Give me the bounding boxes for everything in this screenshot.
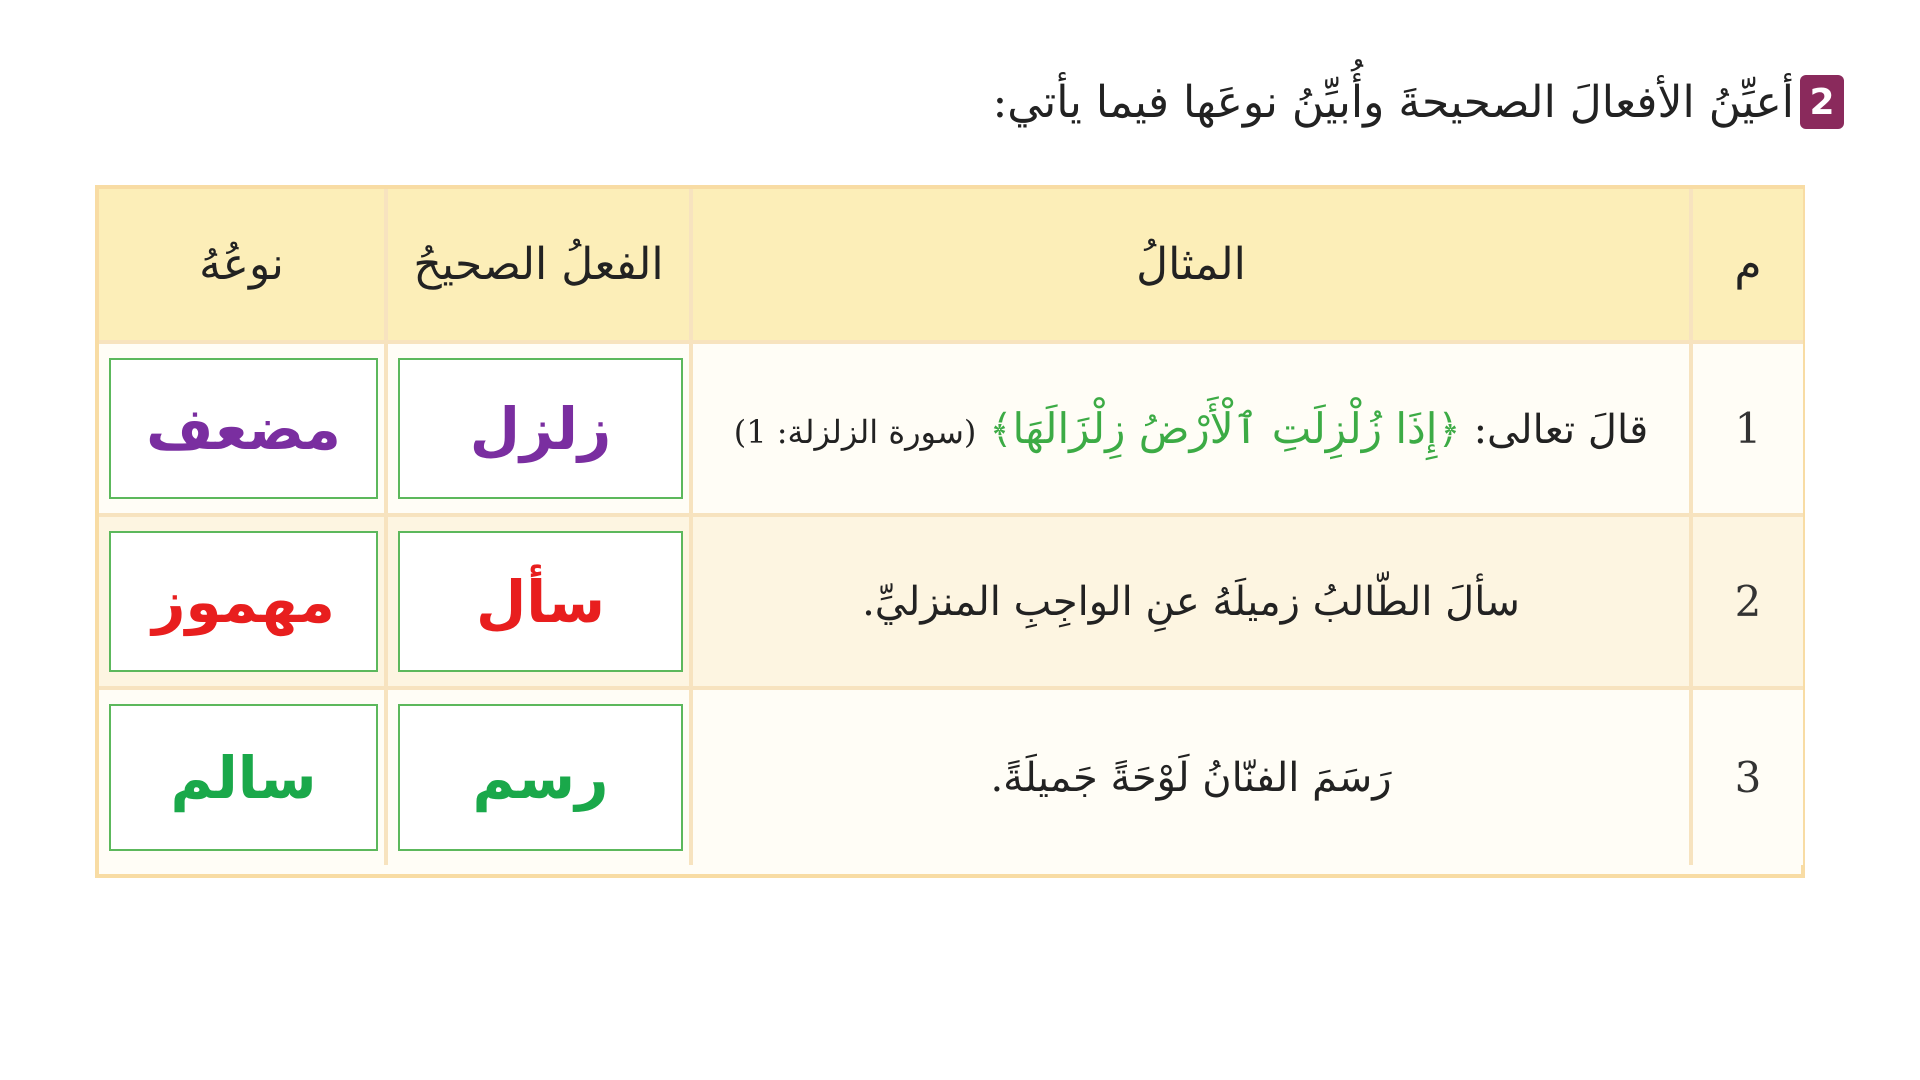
table-row-3-example-cell [693, 690, 1693, 865]
verse-open-bracket: ﴿ [1437, 407, 1461, 453]
header-example: المثالُ [693, 189, 1693, 344]
table-row-1-verb-cell [388, 344, 693, 517]
example-prefix: قالَ تعالى: [1473, 407, 1649, 453]
answer-box-verb: زلزل [398, 358, 683, 499]
answer-box-verb: سأل [398, 531, 683, 672]
table-row-2-index-cell [1693, 517, 1803, 690]
verse-close-bracket: ﴾ [989, 407, 1013, 453]
answer-box-type: سالم [109, 704, 378, 851]
answer-box-type: مهموز [109, 531, 378, 672]
verse-citation: (سورة الزلزلة: 1) [733, 413, 977, 451]
answer-box-verb: رسم [398, 704, 683, 851]
quran-verse: إِذَا زُلْزِلَتِ ٱلْأَرْضُ زِلْزَالَهَا [1012, 404, 1438, 453]
row-index: 3 [1734, 753, 1762, 802]
table-row-2-verb-cell [388, 517, 693, 690]
example-text: سألَ الطّالبُ زميلَهُ عنِ الواجِبِ المنزليِّ. [862, 578, 1520, 625]
table-row-2-example-cell [693, 517, 1693, 690]
verbs-table [95, 185, 1805, 878]
table-row-3-verb-cell [388, 690, 693, 865]
header-correct-verb: الفعلُ الصحيحُ [388, 189, 693, 344]
example-text: رَسَمَ الفنّانُ لَوْحَةً جَميلَةً. [990, 754, 1392, 801]
exercise-instruction: أعيِّنُ الأفعالَ الصحيحةَ وأُبيِّنُ نوعَها فيما يأتي: [992, 76, 1794, 128]
exercise-heading [644, 62, 1844, 142]
answer-box-type: مضعف [109, 358, 378, 499]
header-index: م [1693, 189, 1803, 344]
table-row-3-type-cell [99, 690, 388, 865]
example-text [734, 404, 1649, 453]
table-row-3-index-cell [1693, 690, 1803, 865]
table-row-2-type-cell [99, 517, 388, 690]
exercise-number-badge: 2 [1800, 75, 1844, 129]
header-type: نوعُهُ [99, 189, 388, 344]
table-row-1-example-cell [693, 344, 1693, 517]
table-row-1-index-cell [1693, 344, 1803, 517]
table-row-1-type-cell [99, 344, 388, 517]
row-index: 1 [1734, 404, 1762, 453]
row-index: 2 [1734, 577, 1762, 626]
